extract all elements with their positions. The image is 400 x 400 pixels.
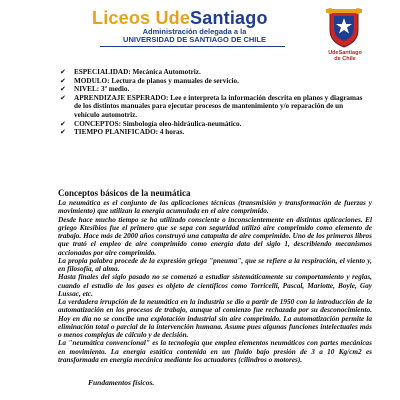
- brand-subtitle-line2: UNIVERSIDAD DE SANTIAGO DE CHILE: [123, 35, 266, 44]
- checkmark-icon: ✔: [60, 85, 66, 94]
- brand-underline: [100, 46, 285, 47]
- brand-word-ude: Ude: [155, 8, 191, 28]
- checkmark-icon: ✔: [60, 128, 66, 137]
- objective-text: Simbología oleo-hidráulica-neumático.: [121, 119, 242, 128]
- objective-item: [60, 94, 366, 120]
- objective-text: Lee e interpreta la información descrita en planos y diagramas de los distintos manuales para ejecutar procesos de mantenimiento y/o reparación de un vehículo automotriz.: [74, 93, 363, 119]
- objective-item: [60, 85, 366, 94]
- brand-word-liceos: Liceos: [92, 8, 151, 28]
- objective-text: Lectura de planos y manuales de servicio.: [109, 76, 239, 85]
- checkmark-icon: ✔: [60, 119, 66, 128]
- objective-text: Mecánica Automotriz.: [130, 68, 201, 76]
- objective-item: [60, 68, 366, 77]
- crest-caption-line1: UdeSantiago: [328, 50, 362, 56]
- paragraph: La verdadera irrupción de la neumática en la industria se dio a partir de 1950 con la introducción de la automatización en los procesos de trabajo, aunque al comienzo fue rechazada por su desconocimiento. Hoy en día no se concibe una explotación industrial sin aire comprimido. La automatización permite la eliminación total o parcial de la intervención humana. Asume pues algunas funciones intelectuales más o menos complejas de cálculo y de decisión.: [58, 298, 372, 339]
- brand-subtitle-line1: Administración delegada a la: [142, 27, 247, 36]
- objective-item: [60, 128, 366, 137]
- brand-logotype: [92, 8, 268, 29]
- body-text: [58, 199, 372, 364]
- objective-label: NIVEL:: [74, 85, 100, 94]
- crest-caption-line2: de Chile: [334, 56, 356, 62]
- objective-label: MODULO:: [74, 76, 110, 85]
- section-title: Conceptos básicos de la neumática: [58, 188, 191, 198]
- objective-label: TIEMPO PLANIFICADO:: [74, 128, 159, 137]
- paragraph: La propia palabra procede de la expresión griega "pneuma", que se refiere a la respiración, el viento y, en filosofía, al alma.: [58, 256, 372, 273]
- university-crest-icon: [322, 6, 366, 50]
- objective-label: ESPECIALIDAD:: [74, 68, 131, 76]
- objective-label: CONCEPTOS:: [74, 119, 121, 128]
- brand-subtitle: [112, 28, 277, 44]
- objectives-list: [60, 68, 366, 137]
- objective-item: [60, 120, 366, 129]
- crest-caption: [312, 50, 378, 62]
- objective-text: 4 horas.: [158, 128, 185, 137]
- checkmark-icon: ✔: [60, 68, 66, 76]
- checkmark-icon: ✔: [60, 76, 66, 85]
- paragraph: Desde hace mucho tiempo se ha utilizado consciente o inconscientemente en distintas aplicaciones. El griego Ktesibios fue el primero que se sepa con seguridad utilizó aire comprimido como elemento de trabajo. Hace más de 2000 años construyó una catapulta de aire comprimido. Uno de los primeros libros que trató el empleo de aire comprimido como energía data del siglo 1, describiendo mecanismos accionados por aire comprimido.: [58, 215, 372, 257]
- document-header: [0, 0, 400, 62]
- subsection-title: Fundamentos físicos.: [88, 378, 155, 387]
- paragraph: La "neumática convencional" es la tecnología que emplea elementos neumáticos con partes mecánicas en movimiento. La energía estática contenida en un fluido bajo presión de 3 a 10 Kg/cm2 es transformada en energía mecánica mediante los actuadores (cilindros o motores).: [58, 339, 372, 364]
- brand-word-santiago: Santiago: [190, 8, 268, 28]
- paragraph: La neumática es el conjunto de las aplicaciones técnicas (transmisión y transformación de fuerzas y movimiento) que utilizan la energía acumulada en el aire comprimido.: [58, 199, 372, 216]
- checkmark-icon: ✔: [60, 93, 66, 102]
- objective-label: APRENDIZAJE ESPERADO:: [74, 93, 169, 102]
- objective-item: [60, 77, 366, 86]
- paragraph: Hasta finales del siglo pasado no se comenzó a estudiar sistemáticamente su comportamiento y reglas, cuando el estudio de los gases es objeto de científicos como Torricelli, Pascal, Mariotte, Boyle, Gay Lussac, etc.: [58, 273, 372, 298]
- objective-text: 3º medio.: [99, 85, 130, 94]
